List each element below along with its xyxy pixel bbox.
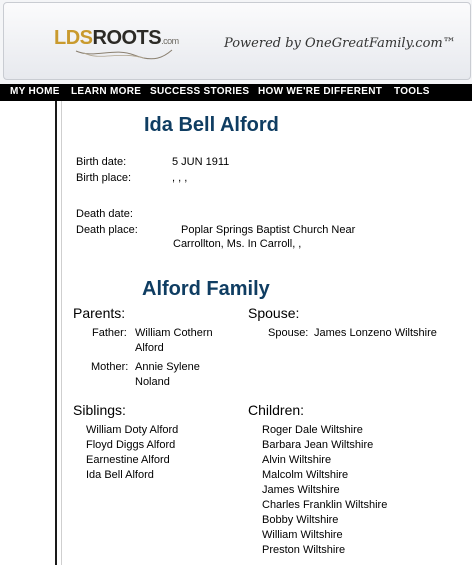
main-nav (0, 84, 472, 101)
logo-com-text: .com (161, 36, 179, 46)
mother-name-line1[interactable]: Annie Sylene (135, 361, 200, 373)
sibling-item[interactable]: Floyd Diggs Alford (86, 439, 176, 451)
siblings-heading: Siblings: (73, 402, 126, 418)
children-heading: Children: (248, 402, 305, 418)
death-place-line2: Carrollton, Ms. In Carroll, , (173, 238, 302, 250)
child-item[interactable]: Barbara Jean Wiltshire (262, 439, 374, 451)
child-item[interactable]: William Wiltshire (262, 529, 343, 541)
sibling-item[interactable]: William Doty Alford (86, 424, 179, 436)
child-item[interactable]: Malcolm Wiltshire (262, 469, 349, 481)
child-item[interactable]: Charles Franklin Wiltshire (262, 499, 388, 511)
nav-how-were-different[interactable]: HOW WE'RE DIFFERENT (258, 86, 383, 97)
birth-date-label: Birth date: (76, 156, 127, 168)
parents-heading: Parents: (73, 305, 126, 321)
mother-name-line2[interactable]: Noland (135, 376, 170, 388)
father-label: Father: (92, 327, 127, 339)
spouse-name[interactable]: James Lonzeno Wiltshire (314, 327, 437, 339)
powered-by-text: Powered by OneGreatFamily.com™ (224, 36, 456, 51)
banner (3, 2, 471, 80)
birth-date-value: 5 JUN 1911 (172, 156, 230, 168)
child-item[interactable]: Preston Wiltshire (262, 544, 346, 556)
birth-place-value: , , , (172, 172, 188, 184)
death-place-label: Death place: (76, 224, 138, 236)
spouse-heading: Spouse: (248, 305, 300, 321)
nav-learn-more[interactable]: LEARN MORE (71, 86, 142, 97)
father-name-line2[interactable]: Alford (135, 342, 164, 354)
person-name-heading: Ida Bell Alford (144, 114, 279, 136)
nav-my-home[interactable]: MY HOME (10, 86, 60, 97)
family-heading: Alford Family (142, 278, 270, 300)
child-item[interactable]: James Wiltshire (262, 484, 340, 496)
logo-roots-text: ROOTS (92, 27, 162, 49)
content-border-inner (61, 101, 62, 565)
child-item[interactable]: Alvin Wiltshire (262, 454, 332, 466)
death-place-line1: Poplar Springs Baptist Church Near (181, 224, 356, 236)
site-header (0, 0, 472, 84)
nav-success-stories[interactable]: SUCCESS STORIES (150, 86, 250, 97)
sibling-item[interactable]: Ida Bell Alford (86, 469, 154, 481)
mother-label: Mother: (91, 361, 129, 373)
birth-place-label: Birth place: (76, 172, 132, 184)
sibling-item[interactable]: Earnestine Alford (86, 454, 170, 466)
spouse-label: Spouse: (268, 327, 309, 339)
child-item[interactable]: Bobby Wiltshire (262, 514, 339, 526)
content-border (55, 101, 57, 565)
roots-swirl-icon (74, 47, 174, 61)
child-item[interactable]: Roger Dale Wiltshire (262, 424, 363, 436)
nav-tools[interactable]: TOOLS (394, 86, 430, 97)
father-name-line1[interactable]: William Cothern (135, 327, 213, 339)
logo-lds-text: LDS (54, 27, 93, 49)
death-date-label: Death date: (76, 208, 133, 220)
